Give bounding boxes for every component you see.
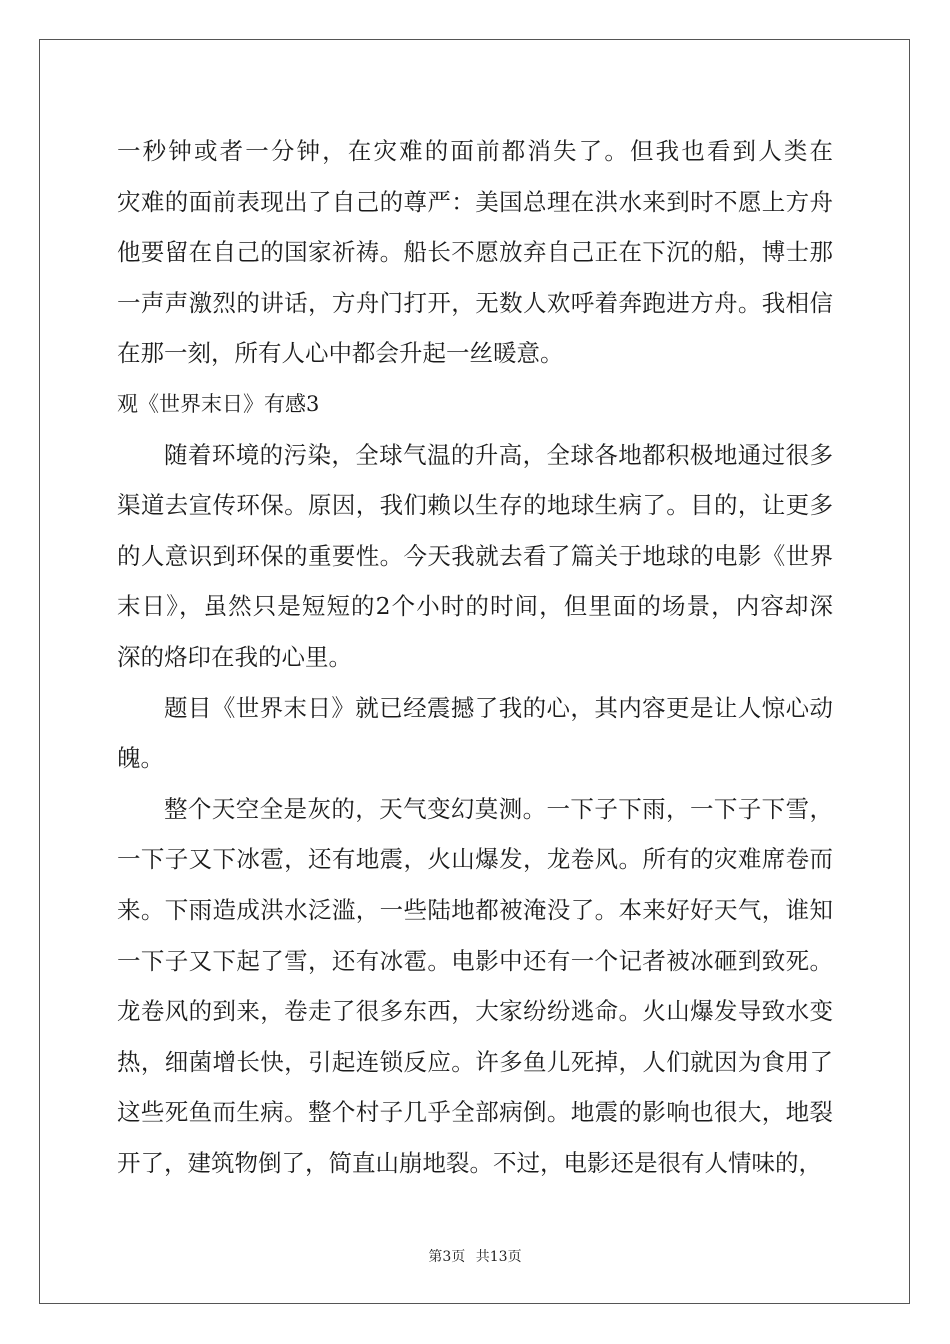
page-footer <box>0 1246 950 1266</box>
paragraph-line: 龙卷风的到来，卷走了很多东西，大家纷纷逃命。火山爆发导致水变 <box>117 997 833 1026</box>
paragraph-line: 在那一刻，所有人心中都会升起一丝暖意。 <box>117 339 564 368</box>
paragraph-line: 来。下雨造成洪水泛滥，一些陆地都被淹没了。本来好好天气，谁知 <box>117 895 833 924</box>
paragraph-line: 他要留在自己的国家祈祷。船长不愿放弃自己正在下沉的船，博士那 <box>117 238 833 267</box>
paragraph-line: 魄。 <box>117 744 164 773</box>
page-number: 第3页 <box>428 1249 466 1265</box>
paragraph-line: 开了，建筑物倒了，简直山崩地裂。不过，电影还是很有人情味的， <box>117 1148 822 1177</box>
section-heading: 观《世界末日》有感3 <box>117 391 320 416</box>
paragraph-line: 这些死鱼而生病。整个村子几乎全部病倒。地震的影响也很大，地裂 <box>117 1098 833 1127</box>
paragraph-line: 末日》，虽然只是短短的2个小时的时间，但里面的场景，内容却深 <box>117 592 833 621</box>
paragraph-line: 题目《世界末日》就已经震撼了我的心，其内容更是让人惊心动 <box>164 693 833 722</box>
paragraph-line: 深的烙印在我的心里。 <box>117 642 352 671</box>
paragraph-line: 渠道去宣传环保。原因，我们赖以生存的地球生病了。目的，让更多 <box>117 491 833 520</box>
document-body <box>117 126 833 1188</box>
paragraph-line: 一下子又下冰雹，还有地震，火山爆发，龙卷风。所有的灾难席卷而 <box>117 845 833 874</box>
paragraph-line: 一下子又下起了雪，还有冰雹。电影中还有一个记者被冰砸到致死。 <box>117 946 833 975</box>
page-total: 共13页 <box>475 1249 522 1265</box>
paragraph-line: 随着环境的污染，全球气温的升高，全球各地都积极地通过很多 <box>164 440 833 469</box>
paragraph-line: 的人意识到环保的重要性。今天我就去看了篇关于地球的电影《世界 <box>117 541 833 570</box>
paragraph-line: 热，细菌增长快，引起连锁反应。许多鱼儿死掉，人们就因为食用了 <box>117 1047 833 1076</box>
paragraph-line: 灾难的面前表现出了自己的尊严：美国总理在洪水来到时不愿上方舟 <box>117 187 833 216</box>
paragraph-line: 整个天空全是灰的，天气变幻莫测。一下子下雨，一下子下雪， <box>164 794 833 823</box>
paragraph-line: 一秒钟或者一分钟，在灾难的面前都消失了。但我也看到人类在 <box>117 137 833 165</box>
paragraph-line: 一声声激烈的讲话，方舟门打开，无数人欢呼着奔跑进方舟。我相信 <box>117 288 833 317</box>
